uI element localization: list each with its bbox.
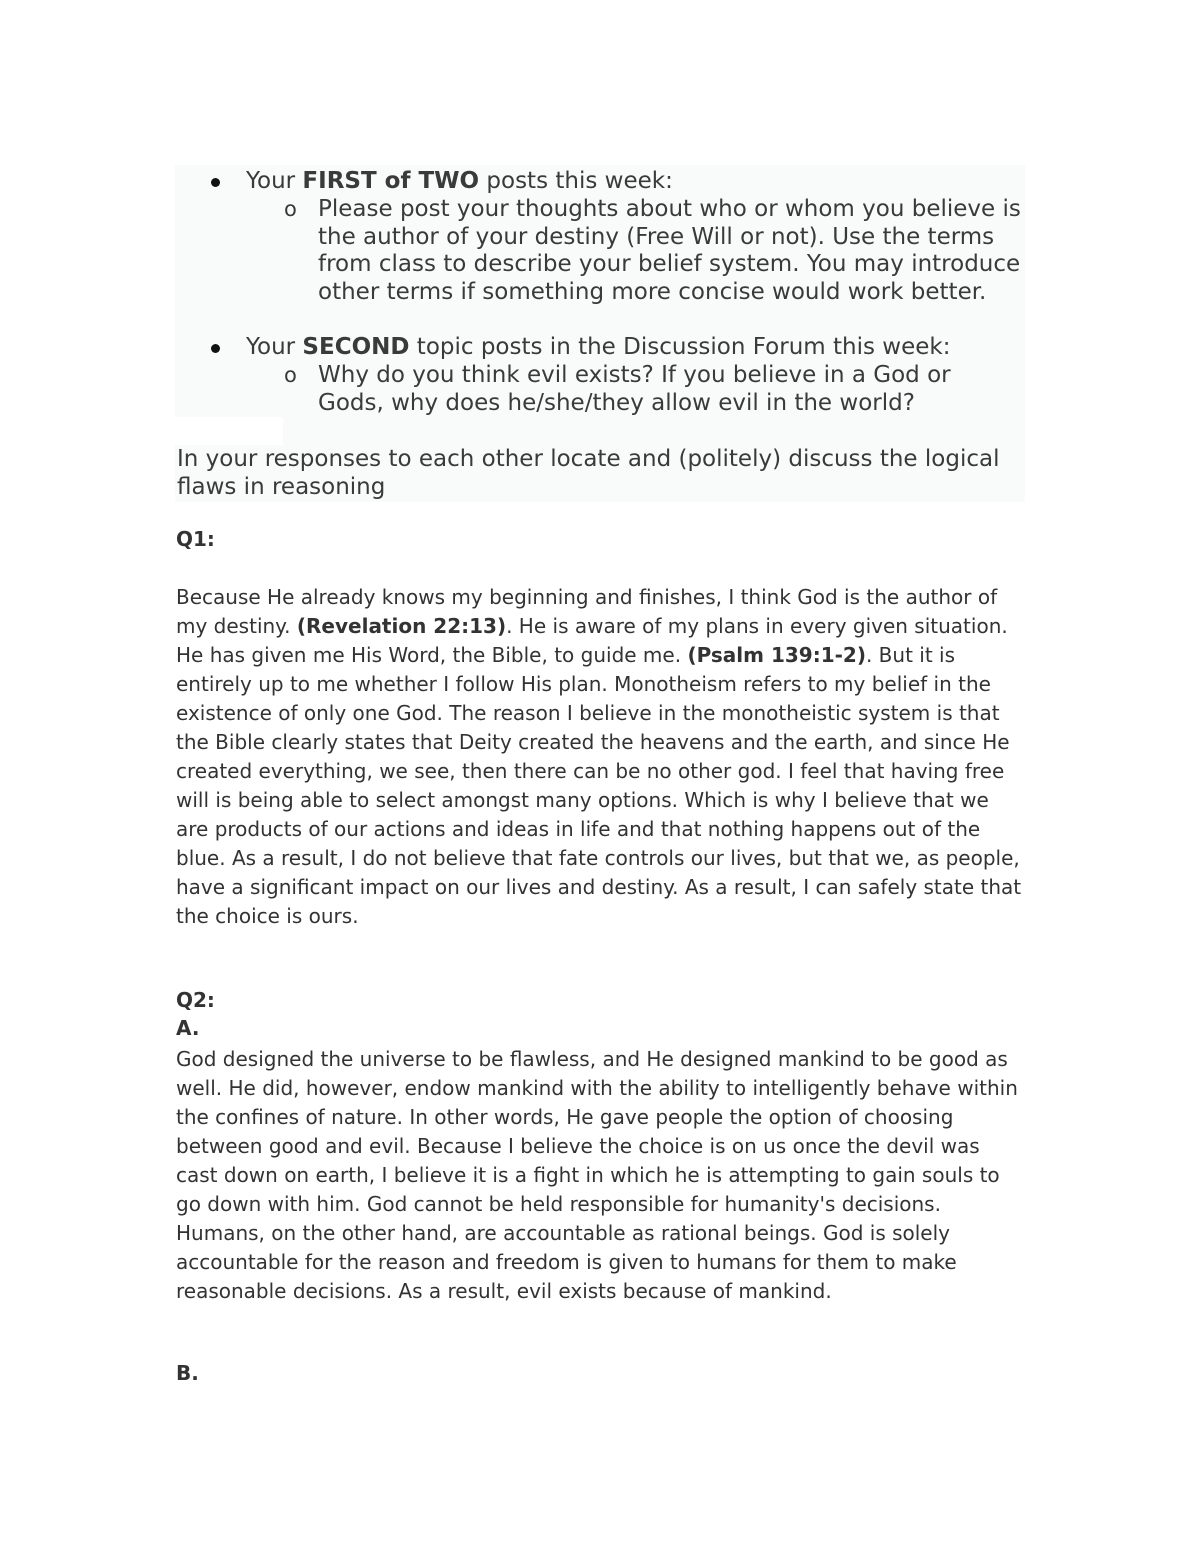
q1-reference-psalm: (Psalm 139:1-2) — [687, 643, 866, 667]
q1-text-part1: Because He already knows my beginning and finishes, I think God is the author of my destiny. — [176, 585, 998, 638]
q2-part-b-label: B. — [176, 1361, 199, 1385]
bullet-second-suffix: topic posts in the Discussion Forum this week: — [409, 334, 951, 360]
q1-reference-revelation: (Revelation 22:13) — [296, 614, 507, 638]
q2-heading: Q2: — [176, 988, 215, 1012]
shading-gap — [175, 417, 283, 445]
q1-text-part2: . He is aware of my plans in every given situation. He has given me His Word, the Bible, to guide me. — [176, 614, 1008, 667]
bullet-icon — [211, 178, 220, 187]
q2-part-a-answer: God designed the universe to be flawless, and He designed mankind to be good as well. He did, however, endow mankind with the ability to intelligently behave within the confines of nature. In other words, He gave people the option of choosing between good and evil. Because I believe the choice is on us once the devil was cast down on earth, I believe it is a fight in which he is attempting to gain souls to go down with him. God cannot be held responsible for humanity's decisions. Humans, on the other hand, are accountable as rational beings. God is solely accountable for the reason and freedom is given to humans for them to make reasonable decisions. As a result, evil exists because of mankind. — [176, 1047, 1018, 1303]
sub-bullet-marker: o — [284, 197, 297, 221]
q1-heading: Q1: — [176, 527, 215, 551]
bullet-first-prefix: Your — [246, 168, 303, 194]
q1-answer — [176, 583, 1026, 931]
bullet-second-bold: SECOND — [302, 334, 410, 360]
bullet-first-post — [246, 168, 673, 196]
q2-part-a-label: A. — [176, 1016, 200, 1040]
bullet-first-bold: FIRST of TWO — [302, 168, 480, 194]
bullet-first-suffix: posts this week: — [479, 168, 673, 194]
second-post-prompt: Why do you think evil exists? If you believe in a God or Gods, why does he/she/they allow evil in the world? — [318, 362, 951, 416]
bullet-icon — [211, 344, 220, 353]
responses-instruction: In your responses to each other locate and (politely) discuss the logical flaws in reasoning — [177, 446, 1000, 500]
sub-bullet-marker: o — [284, 363, 297, 387]
first-post-prompt: Please post your thoughts about who or whom you believe is the author of your destiny (Free Will or not). Use the terms from class to describe your belief system. You may introduce other terms if something more concise would work better. — [318, 196, 1021, 305]
bullet-second-prefix: Your — [246, 334, 303, 360]
bullet-second-post — [246, 334, 950, 362]
q1-text-part3: . But it is entirely up to me whether I follow His plan. Monotheism refers to my belief in the existence of only one God. The reason I believe in the monotheistic system is that the Bible clearly states that Deity created the heavens and the earth, and since He created everything, we see, then there can be no other god. I feel that having free will is being able to select amongst many options. Which is why I believe that we are products of our actions and ideas in life and that nothing happens out of the blue. As a result, I do not believe that fate controls our lives, but that we, as people, have a significant impact on our lives and destiny. As a result, I can safely state that the choice is ours. — [176, 643, 1022, 928]
